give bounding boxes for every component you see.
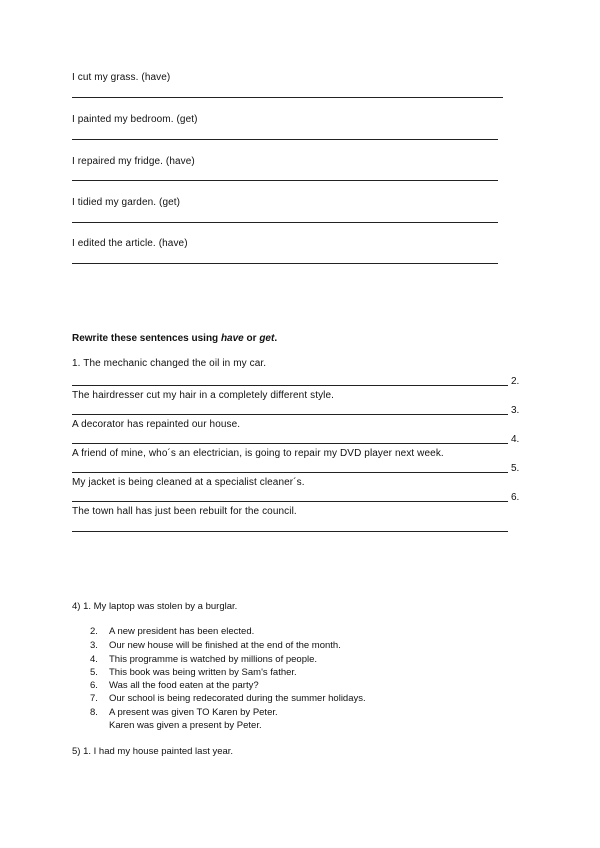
answer-line[interactable] [72,472,508,473]
exercise-item: I cut my grass. (have) [72,72,171,83]
answer-line[interactable] [72,501,508,502]
exercise-item: The town hall has just been rebuilt for the council. [72,506,297,517]
answer-number: 3. [90,640,98,651]
item-number: 5. [511,463,520,474]
answer-text: A new president has been elected. [109,626,255,637]
answer-text: This programme is watched by millions of people. [109,654,318,665]
answer-number: 7. [90,693,98,704]
answer-text: Our new house will be finished at the end of the month. [109,640,341,651]
item-number: 3. [511,405,520,416]
item-text: The mechanic changed the oil in my car. [83,358,267,369]
exercise-item: I tidied my garden. (get) [72,197,181,208]
answers-label: 5) 1. I had my house painted last year. [72,746,234,757]
exercise-item: I repaired my fridge. (have) [72,156,195,167]
answer-line[interactable] [72,139,498,140]
answer-line[interactable] [72,414,508,415]
answer-text: A present was given TO Karen by Peter. [109,707,278,718]
answer-number: 6. [90,680,98,691]
item-number: 6. [511,492,520,503]
answer-number: 2. [90,626,98,637]
item-number: 4. [511,434,520,445]
answers-label: 4) 1. My laptop was stolen by a burglar. [72,601,238,612]
answer-text: Was all the food eaten at the party? [109,680,259,691]
section-heading [72,333,277,344]
heading-get: get [259,333,275,344]
answer-text: Our school is being redecorated during the summer holidays. [109,693,366,704]
heading-end: . [274,333,278,344]
answer-line[interactable] [72,385,508,386]
exercise-item: My jacket is being cleaned at a specialist cleaner´s. [72,477,305,488]
heading-have: have [220,333,244,344]
answer-line[interactable] [72,97,503,98]
item-number: 1. [72,358,81,369]
heading-or: or [243,333,260,344]
exercise-item: The hairdresser cut my hair in a completely different style. [72,390,335,401]
exercise-item: I edited the article. (have) [72,238,188,249]
answer-line[interactable] [72,180,498,181]
item-number: 2. [511,376,520,387]
exercise-item: A friend of mine, who´s an electrician, is going to repair my DVD player next week. [72,448,444,459]
heading-text: Rewrite these sentences using [72,333,221,344]
answer-line[interactable] [72,531,508,532]
answer-text: This book was being written by Sam's father. [109,667,297,678]
answer-number: 4. [90,654,98,665]
answer-number: 5. [90,667,98,678]
answer-line[interactable] [72,263,498,264]
answer-number: 8. [90,707,98,718]
exercise-item: I painted my bedroom. (get) [72,114,198,125]
exercise-item: A decorator has repainted our house. [72,419,241,430]
answer-text-extra: Karen was given a present by Peter. [109,720,262,731]
exercise-item [72,358,266,369]
answer-line[interactable] [72,443,508,444]
answer-line[interactable] [72,222,498,223]
